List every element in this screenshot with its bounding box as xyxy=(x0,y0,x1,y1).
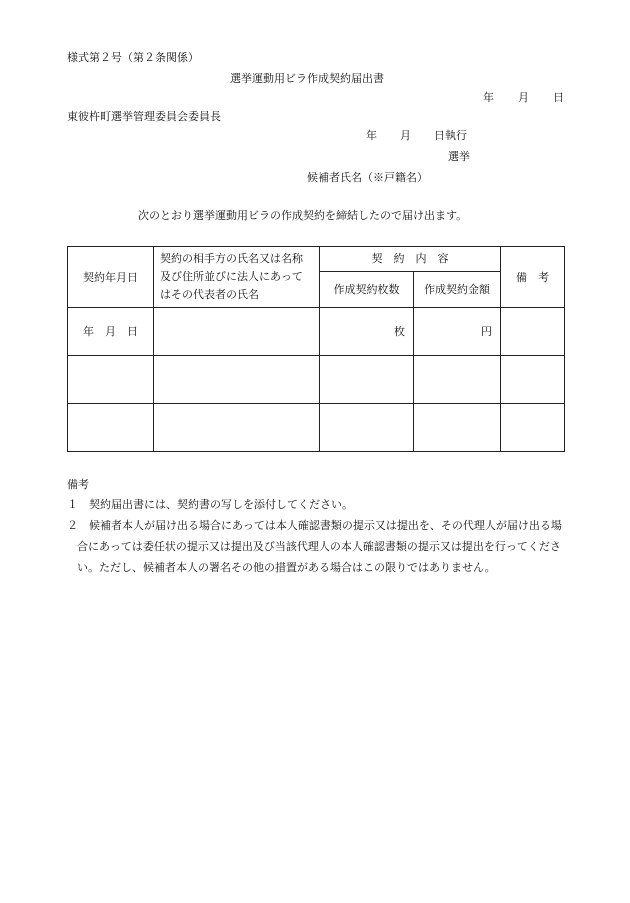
empty-cell xyxy=(414,356,501,404)
header-contract-amount: 作成契約金額 xyxy=(414,272,501,308)
note-item: ２ 候補者本人が届け出る場合にあっては本人確認書類の提示又は提出を、その代理人が届け出る場合にあっては委任状の提示又は提出及び当該代理人の本人確認書類の提示又は提出を行ってください。ただし、候補者本人の署名その他の措置がある場合はこの限りではありません。 xyxy=(67,519,562,574)
header-sheet-count: 作成契約枚数 xyxy=(320,272,414,308)
empty-cell xyxy=(68,356,154,404)
header-contract-content: 契 約 内 容 xyxy=(320,247,501,272)
empty-cell xyxy=(154,356,320,404)
contract-table xyxy=(67,246,565,452)
election-month: 月 xyxy=(400,129,411,142)
table-row xyxy=(68,356,565,404)
election-label: 選挙 xyxy=(448,150,470,163)
submission-day: 日 xyxy=(553,91,564,104)
header-party-line: 及び住所並びに法人にあって xyxy=(160,270,303,284)
row-remarks-cell xyxy=(501,308,565,356)
submission-year: 年 xyxy=(483,91,494,104)
notes-heading: 備考 xyxy=(67,478,89,491)
table-row xyxy=(68,404,565,452)
page-title: 選挙運動用ビラ作成契約届出書 xyxy=(230,72,384,85)
row-party-cell xyxy=(154,308,320,356)
header-contract-party xyxy=(154,247,320,308)
election-day: 日執行 xyxy=(434,129,467,142)
header-remarks: 備 考 xyxy=(501,247,565,308)
row-count-unit: 枚 xyxy=(320,308,414,356)
header-contract-date: 契約年月日 xyxy=(68,247,154,308)
row-amount-unit: 円 xyxy=(414,308,501,356)
addressee: 東彼杵町選挙管理委員会委員長 xyxy=(67,110,221,123)
notes-section xyxy=(67,478,567,579)
empty-cell xyxy=(320,356,414,404)
intro-text: 次のとおり選挙運動用ビラの作成契約を締結したので届け出ます。 xyxy=(138,209,468,222)
empty-cell xyxy=(501,356,565,404)
header-party-line: 契約の相手方の氏名又は名称 xyxy=(160,252,303,265)
submission-month: 月 xyxy=(518,91,529,104)
table-row xyxy=(68,308,565,356)
election-year: 年 xyxy=(366,129,377,142)
empty-cell xyxy=(414,404,501,452)
empty-cell xyxy=(320,404,414,452)
form-number: 様式第２号（第２条関係） xyxy=(67,51,199,64)
empty-cell xyxy=(501,404,565,452)
row-date-placeholder: 年 月 日 xyxy=(68,308,154,356)
candidate-name-label: 候補者氏名（※戸籍名） xyxy=(307,171,428,184)
empty-cell xyxy=(154,404,320,452)
header-party-line: はその代表者の氏名 xyxy=(160,288,259,302)
empty-cell xyxy=(68,404,154,452)
note-item: １ 契約届出書には、契約書の写しを添付してください。 xyxy=(67,498,353,512)
